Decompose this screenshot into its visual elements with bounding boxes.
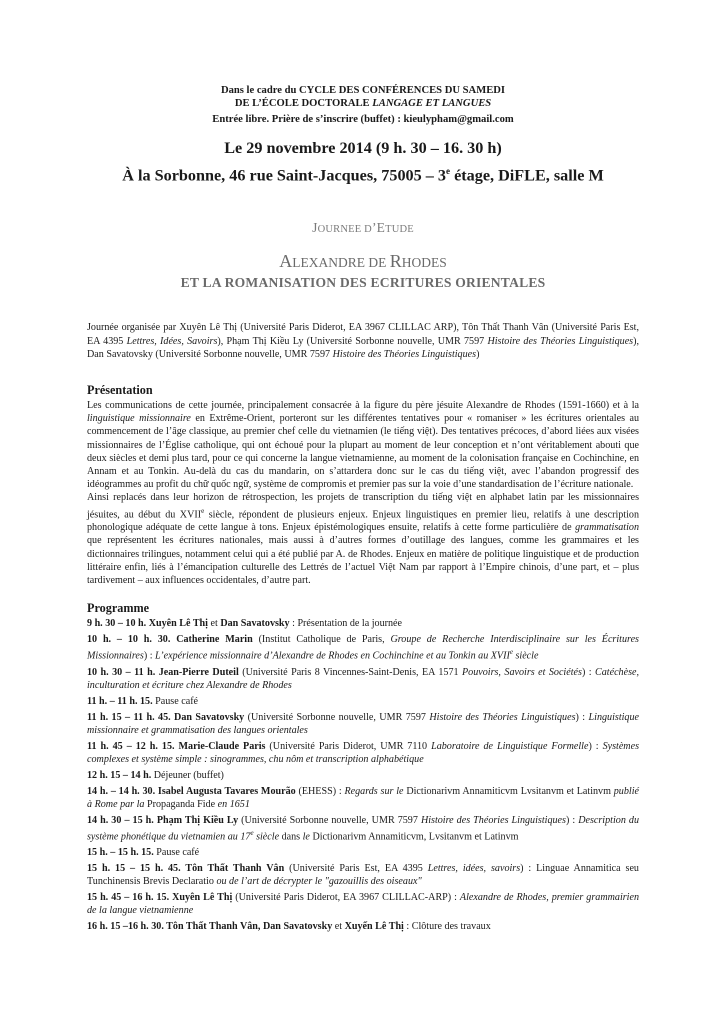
event-subtitle: ET LA ROMANISATION DES ECRITURES ORIENTALES: [180, 275, 546, 291]
programme-text: Pause café: [153, 846, 200, 858]
programme-text: Lettres, idées, savoirs: [427, 862, 521, 874]
programme-item: [87, 846, 639, 859]
pres1-a: Les communications de cette journée, principalement consacrée à la figure du père jésuite Alexandre de Rhodes (1591-1660) et à la: [87, 400, 639, 411]
programme-item: [87, 666, 639, 692]
programme-text: ) :: [575, 711, 589, 723]
programme-time-speaker: 15 h. 45 – 16 h. 15. Xuyên Lê Thị: [87, 891, 233, 903]
programme-time-speaker: 14 h. 30 – 15 h. Phạm Thị Kiều Ly: [87, 814, 239, 826]
programme-text: Xuyến Lê Thị: [344, 920, 404, 932]
pres1-b: en Extrême-Orient, porteront sur les différentes tentatives pour « romaniser » les écritures orientales au commencement de l’âge classique, au premier chef celle du vietnamien (le tiếng việt). Des tentatives précoces, d’abord liées aux visées missionnaires de l’Église catholique, qui ont échoué pour la plupart au moment de leur conception et n’ont véritablement abouti que deux siècles et demi plus tard, pour ce qui concerne la langue vietnamienne, au moment de la colonisation française en Cochinchine, en Annam et au Tonkin. Au-delà du cas du mandarin, on s’attardera donc sur le cas du tiếng việt, avec l’abandon progressif des idéogrammes au profit du chữ quốc ngữ, système de compromis et premier pas sur la voie d’une standardisation de l’écriture nationale.: [87, 413, 639, 491]
programme-text: (Université Paris Diderot, UMR 7110: [265, 740, 432, 752]
programme-text: en 1651: [217, 798, 250, 810]
org-text-1: Journée organisée par Xuyên Lê Thị (Université Paris Diderot, EA 3967 CLILLAC ARP), Tôn Thất Thanh Vân (Université Paris Est, EA 4395: [87, 322, 639, 347]
org-lab-2: Histoire des Théories Linguistiques: [487, 335, 634, 347]
event-place: [87, 160, 639, 187]
pres2-a: Ainsi replacés dans leur horizon de rétrospection, les projets de transcription du tiếng việt en alphabet latin par les missionnaires jésuites, au début du XVII: [87, 492, 639, 520]
programme-item: [87, 785, 639, 811]
programme-text: Histoire des Théories Linguistiques: [429, 711, 576, 723]
programme-text: Propaganda Fide: [144, 798, 218, 810]
programme-text: Dictionarivm Annamiticvm Lvsitanvm et Latinvm: [403, 785, 614, 797]
programme-text: Laboratoire de Linguistique Formelle: [431, 740, 589, 752]
event-date-place: [87, 137, 639, 187]
org-text-3: ), Dan Savatovsky (Université Sorbonne nouvelle, UMR 7597: [87, 335, 639, 360]
programme-time-speaker: 16 h. 15 –16 h. 30. Tôn Thất Thanh Vân, Dan Savatovsky: [87, 920, 333, 932]
kind-cap-1: J: [312, 220, 318, 236]
programme-text: : Clôture des travaux: [403, 920, 491, 932]
programme-text: Pouvoirs, Savoirs et Sociétés: [461, 666, 582, 678]
programme-text: e: [250, 828, 254, 837]
place-sup: e: [446, 166, 451, 176]
org-lab-3: Histoire des Théories Linguistiques: [332, 348, 477, 360]
programme-text: et: [207, 618, 221, 630]
header-line-cycle: Dans le cadre du CYCLE DES CONFÉRENCES DU SAMEDI: [220, 85, 506, 96]
programme-time-speaker: 11 h. 15 – 11 h. 45. Dan Savatovsky: [87, 711, 245, 723]
programme-text: Catéchèse, inculturation et écriture chez Alexandre de Rhodes: [87, 666, 640, 691]
programme-text: (Université Paris Diderot, EA 3967 CLILLAC-ARP) :: [232, 891, 460, 903]
programme-text: Systèmes complexes et système simple : sinogrammes, chu nôm et transcription alphabétique: [87, 740, 639, 765]
programme-text: ) : Linguae Annamitica seu Tunchinensis Brevis Declaratio: [87, 862, 639, 887]
programme-item: [87, 695, 639, 708]
programme-text: Histoire des Théories Linguistiques: [420, 814, 566, 826]
programme-time-speaker: 11 h. 45 – 12 h. 15. Marie-Claude Paris: [87, 740, 266, 752]
programme-item: [87, 862, 639, 888]
programme-time-speaker: 14 h. – 14 h. 30. Isabel Augusta Tavares Mourão: [87, 785, 296, 797]
programme-text: publié à Rome par la: [87, 785, 639, 810]
programme-text: ou de l’art de décrypter le "gazouillis des oiseaux": [216, 875, 422, 887]
header-line-school: [87, 97, 639, 110]
school-name: LANGAGE ET LANGUES: [372, 98, 492, 109]
programme-text: (EHESS) :: [295, 785, 345, 797]
event-kind: [87, 220, 639, 236]
programme-text: Linguistique missionnaire et grammatisation des langues orientales: [87, 711, 640, 736]
programme-text: Alexandre de Rhodes, premier grammairien de la langue vietnamienne: [87, 891, 640, 916]
title-small-2: HODES: [401, 255, 447, 271]
event-title: [87, 251, 639, 272]
org-lab-1: Lettres, Idées, Savoirs: [126, 335, 218, 347]
pres2-b: siècle, répondent de plusieurs enjeux. Enjeux linguistiques en premier lieu, relatifs à une description phonologique adéquate de cette langue à tons. Enjeux épistémologiques ensuite, relatifs à cette forme particulière de: [87, 508, 639, 534]
programme-time-speaker: 12 h. 15 – 14 h.: [87, 769, 152, 781]
programme-text: Dictionarivm Annamiticvm, Lvsitanvm et Latinvm: [309, 830, 519, 842]
programme-text: dans: [279, 830, 303, 842]
programme-item: [87, 711, 639, 737]
programme-text: (Institut Catholique de Paris,: [252, 634, 391, 646]
programme-item: [87, 769, 639, 782]
programme-item: [87, 920, 639, 933]
programme-text: siècle: [512, 650, 539, 662]
place-suffix: étage, DiFLE, salle M: [450, 166, 604, 185]
programme-text: ) :: [565, 814, 579, 826]
title-cap-1: A: [279, 251, 293, 272]
programme-text: L’expérience missionnaire d’Alexandre de Rhodes en Cochinchine et au Tonkin au XVII: [155, 650, 510, 662]
presentation-heading: Présentation: [87, 383, 153, 397]
programme-text: Groupe de Recherche Interdisciplinaire sur les Écritures Missionnaires: [87, 634, 639, 662]
pres1-italic: linguistique missionnaire: [87, 413, 191, 425]
programme-text: ) :: [581, 666, 595, 678]
school-prefix: DE L’ÉCOLE DOCTORALE: [234, 98, 373, 109]
kind-small-1: OURNEE D: [317, 224, 372, 236]
programme-text: Description du système phonétique du vietnamien au 17: [87, 814, 639, 842]
programme-text: Pause café: [152, 695, 199, 707]
programme-text: ) :: [588, 740, 603, 752]
programme-time-speaker: 15 h. 15 – 15 h. 45. Tôn Thất Thanh Vân: [87, 862, 285, 874]
programme-text: et: [332, 920, 345, 932]
programme-item: [87, 814, 639, 843]
programme-item: [87, 617, 639, 630]
programme-text: Dan Savatovsky: [220, 618, 290, 630]
title-cap-2: R: [389, 251, 402, 272]
programme-text: (Université Sorbonne nouvelle, UMR 7597: [244, 711, 430, 723]
programme-list: [87, 617, 639, 933]
kind-small-2: TUDE: [385, 224, 414, 236]
programme-time-speaker: 10 h. – 10 h. 30. Catherine Marin: [87, 634, 253, 646]
programme-text: (Université Paris 8 Vincennes-Saint-Denis, EA 1571: [238, 666, 462, 678]
header-line-registration: Entrée libre. Prière de s’inscrire (buffet) : kieulypham@gmail.com: [212, 114, 514, 125]
programme-text: siècle: [253, 830, 280, 842]
event-date: Le 29 novembre 2014 (9 h. 30 – 16. 30 h): [224, 139, 502, 157]
programme-time-speaker: 11 h. – 11 h. 15.: [87, 695, 153, 707]
pres2-italic: grammatisation: [575, 522, 639, 534]
pres2-c: que représentent les écritures nationales, mais aussi à d’autres formes d’outillage des langues, comme les grammaires et les dictionnaires trilingues, notamment celui qui a été publié par A. de Rhodes. Enjeux en matière de politique linguistique et de production littéraire enfin, liés à l’émancipation culturelle des Lettrés de l’actuel Việt Nam par rapport à l’Empire chinois, d’une part, et – plus tardivement – aux influences occidentales, d’autre part.: [87, 535, 639, 586]
kind-cap-2: E: [376, 220, 386, 236]
pres2-sup: e: [201, 506, 205, 515]
programme-item: [87, 633, 639, 662]
organizers-paragraph: [87, 321, 639, 361]
place-prefix: À la Sorbonne, 46 rue Saint-Jacques, 75005 – 3: [122, 166, 447, 185]
programme-item: [87, 740, 639, 766]
kind-apostrophe: ’: [371, 220, 377, 236]
programme-time-speaker: 9 h. 30 – 10 h. Xuyên Lê Thị: [87, 618, 208, 630]
programme-time-speaker: 10 h. 30 – 11 h. Jean-Pierre Duteil: [87, 666, 239, 678]
programme-heading: Programme: [87, 601, 150, 616]
org-text-2: ), Phạm Thị Kiều Ly (Université Sorbonne nouvelle, UMR 7597: [217, 335, 488, 347]
event-header: [87, 84, 639, 126]
presentation-paragraph-1: [87, 399, 639, 491]
programme-text: e: [509, 648, 513, 657]
programme-text: Regards sur le: [344, 785, 404, 797]
title-small-1: LEXANDRE DE: [292, 255, 390, 271]
programme-text: : Présentation de la journée: [289, 618, 402, 630]
programme-text: le: [302, 830, 310, 842]
org-text-4: ): [476, 348, 480, 360]
document-page: [87, 84, 639, 936]
programme-time-speaker: 15 h. – 15 h. 15.: [87, 846, 154, 858]
programme-text: ) :: [143, 650, 156, 662]
programme-item: [87, 891, 639, 917]
programme-text: Déjeuner (buffet): [151, 769, 224, 781]
presentation-paragraph-2: [87, 491, 639, 587]
programme-text: (Université Paris Est, EA 4395: [284, 862, 428, 874]
programme-text: (Université Sorbonne nouvelle, UMR 7597: [238, 814, 421, 826]
